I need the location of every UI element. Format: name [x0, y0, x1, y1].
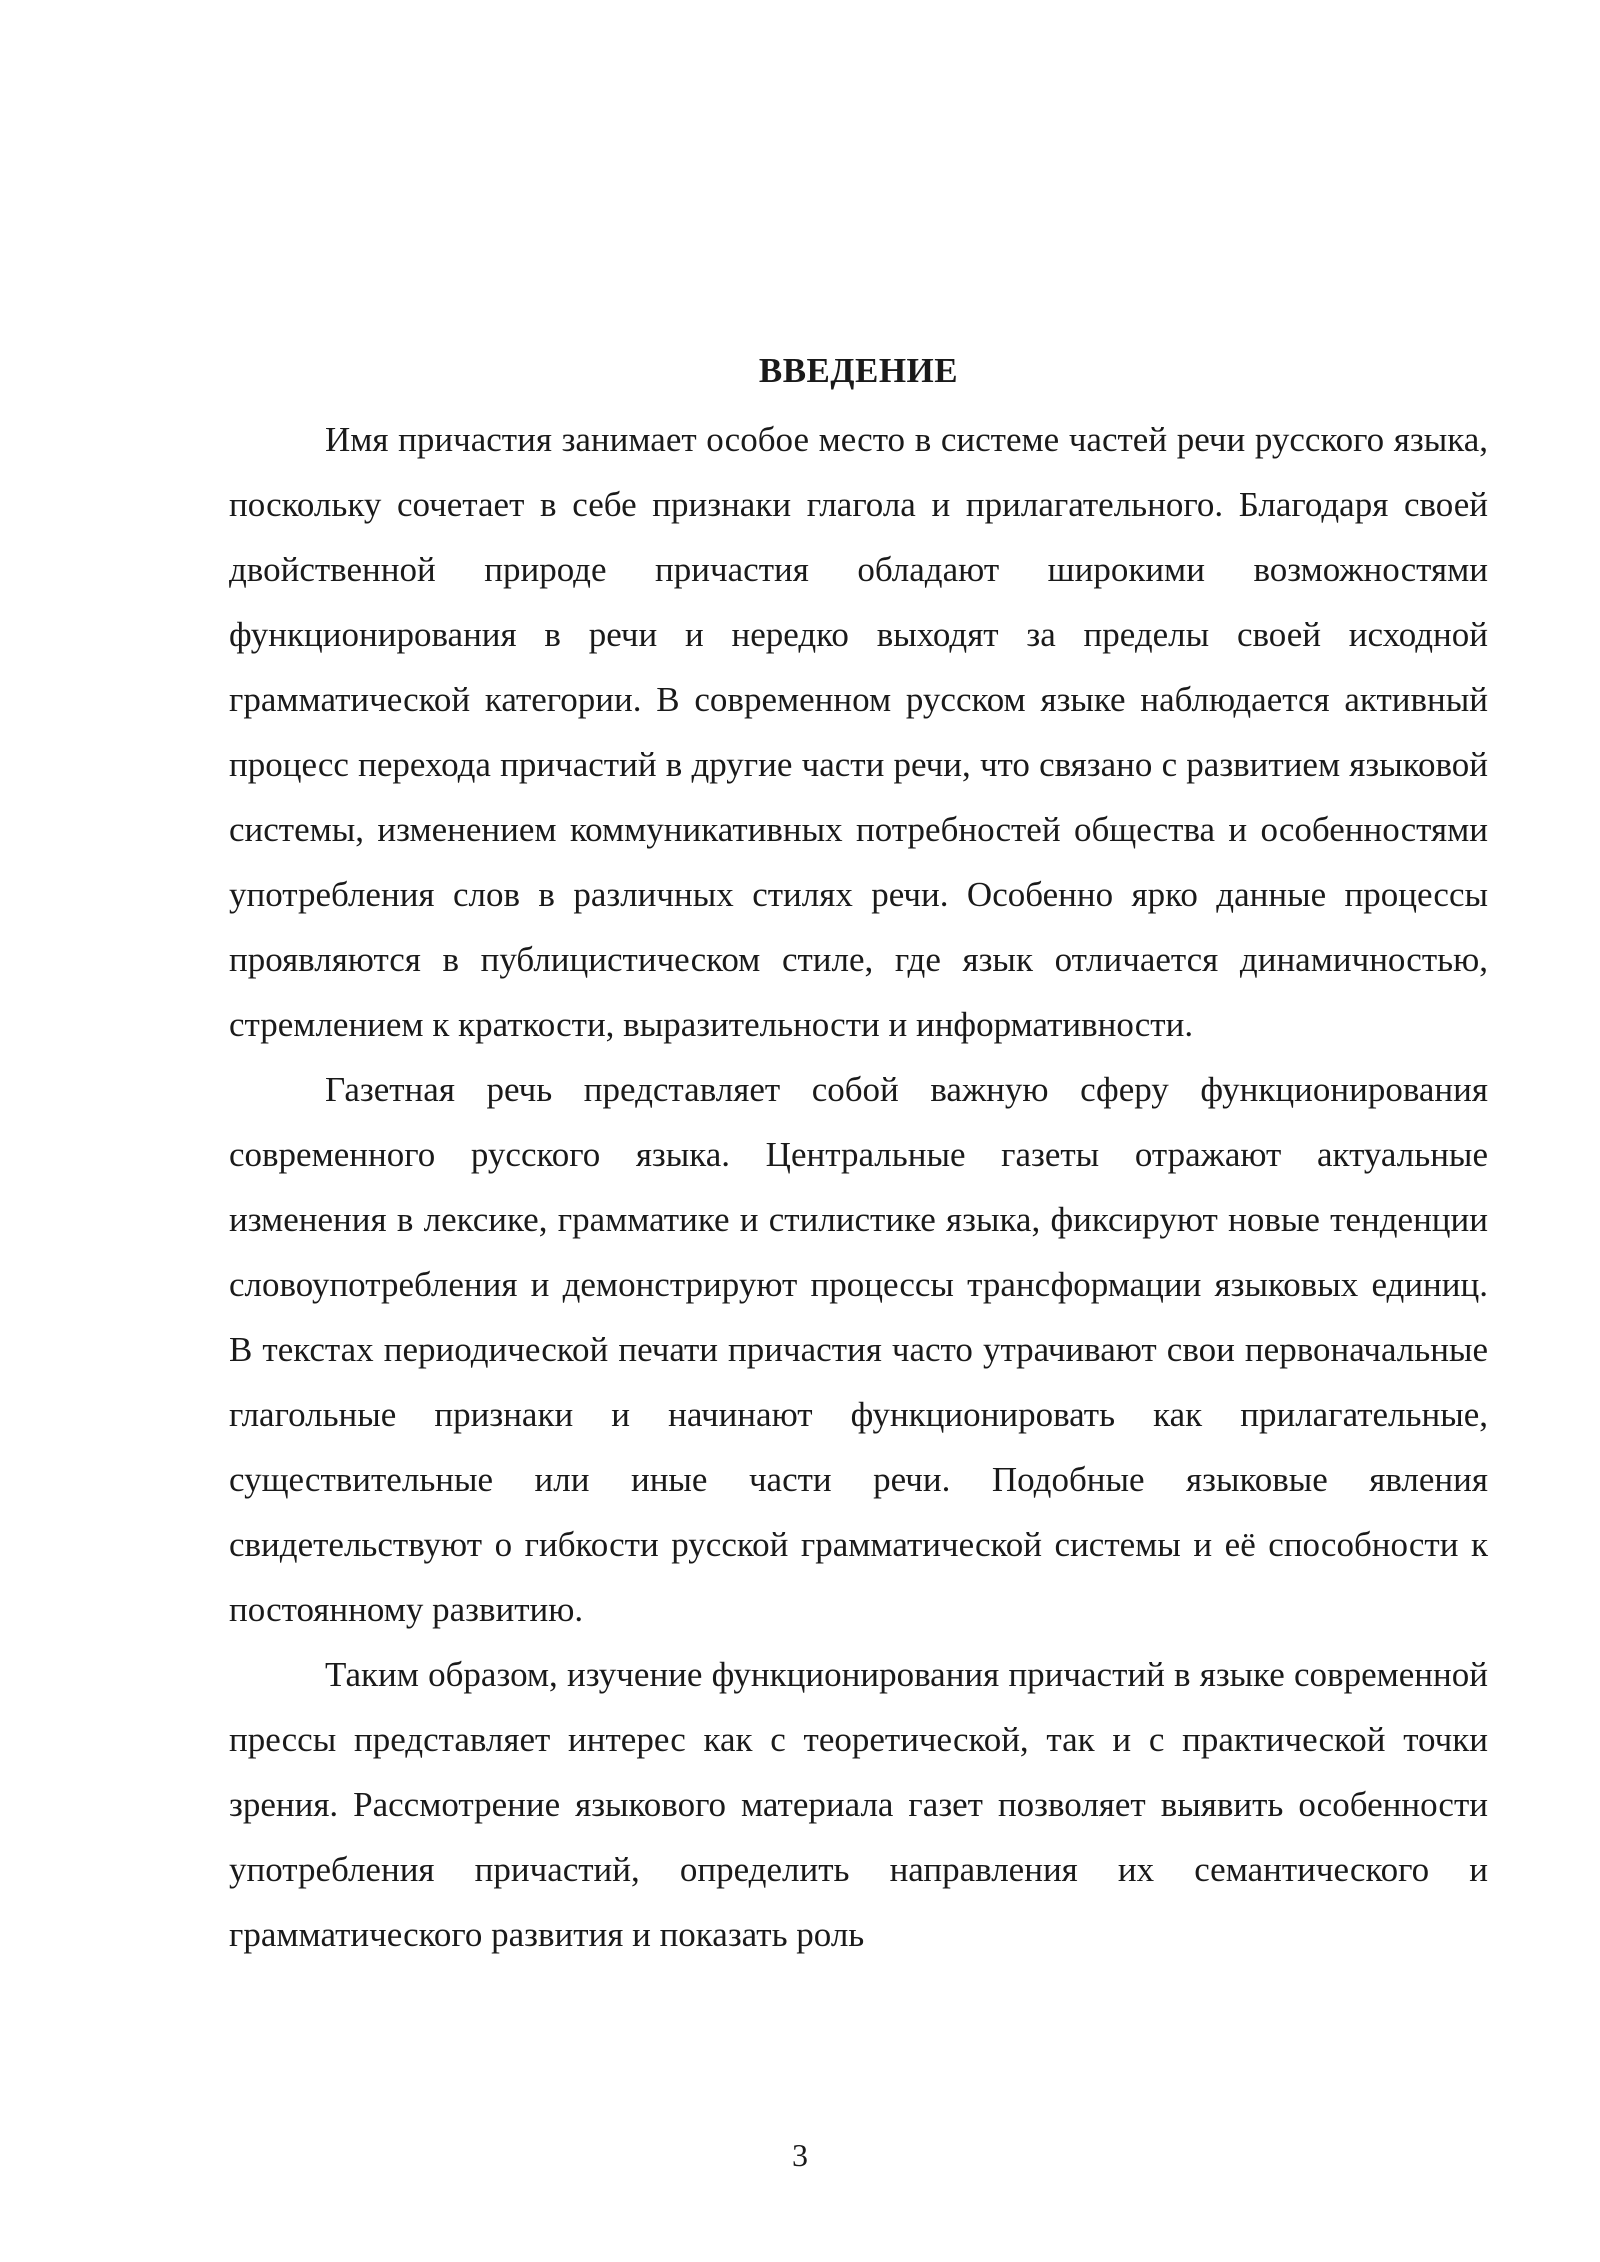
paragraph-1: Имя причастия занимает особое место в системе частей речи русского языка, поскольку сочетает в себе признаки глагола и прилагательного. Благодаря своей двойственной природе причастия обладают широкими возможностями функционирования в речи и нередко выходят за пределы своей исходной грамматической категории. В современном русском языке наблюдается активный процесс перехода причастий в другие части речи, что связано с развитием языковой системы, изменением коммуникативных потребностей общества и особенностями употребления слов в различных стилях речи. Особенно ярко данные процессы проявляются в публицистическом стиле, где язык отличается динамичностью, стремлением к краткости, выразительности и информативности.	[229, 420, 1488, 1044]
paragraph-3: Таким образом, изучение функционирования причастий в языке современной прессы представляет интерес как с теоретической, так и с практической точки зрения. Рассмотрение языкового материала газет позволяет выявить особенности употребления причастий, определить направления их семантического и грамматического развития и показать роль	[229, 1655, 1488, 1954]
page-body	[229, 345, 1488, 1967]
section-heading: ВВЕДЕНИЕ	[758, 351, 959, 390]
paragraph-2: Газетная речь представляет собой важную сферу функционирования современного русского языка. Центральные газеты отражают актуальные изменения в лексике, грамматике и стилистике языка, фиксируют новые тенденции словоупотребления и демонстрируют процессы трансформации языковых единиц. В текстах периодической печати причастия часто утрачивают свои первоначальные глагольные признаки и начинают функционировать как прилагательные, существительные или иные части речи. Подобные языковые явления свидетельствуют о гибкости русской грамматической системы и её способности к постоянному развитию.	[229, 1070, 1488, 1629]
page-number: 3	[792, 2137, 808, 2173]
